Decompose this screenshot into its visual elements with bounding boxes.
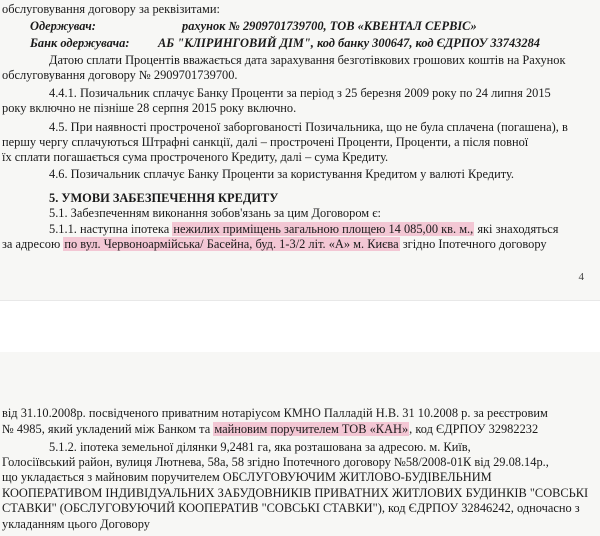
text-line: 4.5. При наявності простроченої заборгованості Позичальника, що не була сплачена (погашена), в [49, 120, 568, 134]
text-line: Голосіївський район, вулиця Лютнева, 58а, 58 згідно Іпотечного договору №58/2008-01К від 29.08.14р., [2, 455, 549, 469]
highlighted-text: нежилих приміщень загальною площею 14 085,00 кв. м., [173, 222, 474, 236]
guarantor-line [2, 422, 538, 436]
text-line: 5.1.2. іпотека земельної ділянки 9,2481 га, яка розташована за адресою. м. Київ, [49, 440, 471, 454]
text-line: обслуговування договору за реквізитами: [2, 2, 220, 16]
mortgage-line-2 [2, 237, 547, 251]
text-fragment: № 4985, який укладений між Банком та [2, 422, 214, 436]
mortgage-line-1 [49, 222, 558, 236]
bank-value: АБ "КЛІРИНГОВИЙ ДІМ", код банку 300647, код ЄДРПОУ 33743284 [158, 36, 540, 50]
text-line: року включно не пізніше 28 серпня 2015 року включно. [2, 101, 297, 115]
text-fragment: які знаходяться [474, 222, 559, 236]
text-fragment: 5.1.1. наступна іпотека [49, 222, 173, 236]
text-fragment: , код ЄДРПОУ 32982232 [409, 422, 539, 436]
text-line: їх сплати погашається сума простроченого Кредиту, далі – сума Кредиту. [2, 150, 389, 164]
page-separator [0, 300, 600, 354]
text-line: 4.4.1. Позичальник сплачує Банку Проценти за період з 25 березня 2009 року по 24 липня 2015 [49, 86, 551, 100]
text-line: першу чергу сплачуються Штрафні санкції, далі – прострочені Проценти, Проценти, а після повної [2, 135, 529, 149]
text-line: 5.1. Забезпеченням виконання зобов'язань за цим Договором є: [49, 206, 381, 220]
text-line: Датою сплати Процентів вважається дата зарахування безготівкових грошових коштів на Рахунок [49, 53, 566, 67]
text-fragment: за адресою [2, 237, 64, 251]
section-title: 5. УМОВИ ЗАБЕЗПЕЧЕННЯ КРЕДИТУ [49, 191, 279, 205]
highlighted-text: по вул. Червоноармійська/ Басейна, буд. 1-3/2 літ. «А» м. Києва [64, 237, 399, 251]
text-line: 4.6. Позичальник сплачує Банку Проценти за користування Кредитом у валюті Кредиту. [49, 167, 515, 181]
recipient-label: Одержувач: [30, 19, 96, 33]
recipient-value: рахунок № 2909701739700, ТОВ «КВЕНТАЛ СЕРВІС» [182, 19, 477, 33]
text-line: обслуговування договору № 2909701739700. [2, 68, 238, 82]
text-line: КООПЕРАТИВОМ ІНДИВІДУАЛЬНИХ ЗАБУДОВНИКІВ ПРИВАТНИХ ЖИТЛОВИХ БУДИНКІВ "СОВСЬКІ [2, 486, 589, 500]
highlighted-text: майновим поручителем ТОВ «КАН» [214, 422, 409, 436]
text-line: від 31.10.2008р. посвідченого приватним нотаріусом КМНО Палладій Н.В. 31 10.2008 р. за реєстровим [2, 406, 548, 420]
text-line: СТАВКИ" (ОБСЛУГОВУЮЧИЙ КООПЕРАТИВ "СОВСЬКІ СТАВКИ"), код ЄДРПОУ 32846242, одночасно з [2, 501, 580, 515]
document-page-bottom [0, 352, 600, 536]
text-fragment: згідно Іпотечного договору [399, 237, 547, 251]
text-line: що укладається з майновим поручителем ОБСЛУГОВУЮЧИМ ЖИТЛОВО-БУДІВЕЛЬНИМ [2, 470, 492, 484]
page-number: 4 [578, 271, 584, 283]
bank-label: Банк одержувача: [30, 36, 130, 50]
recipient-row [30, 19, 96, 33]
text-line: укладанням цього Договору [2, 517, 150, 531]
